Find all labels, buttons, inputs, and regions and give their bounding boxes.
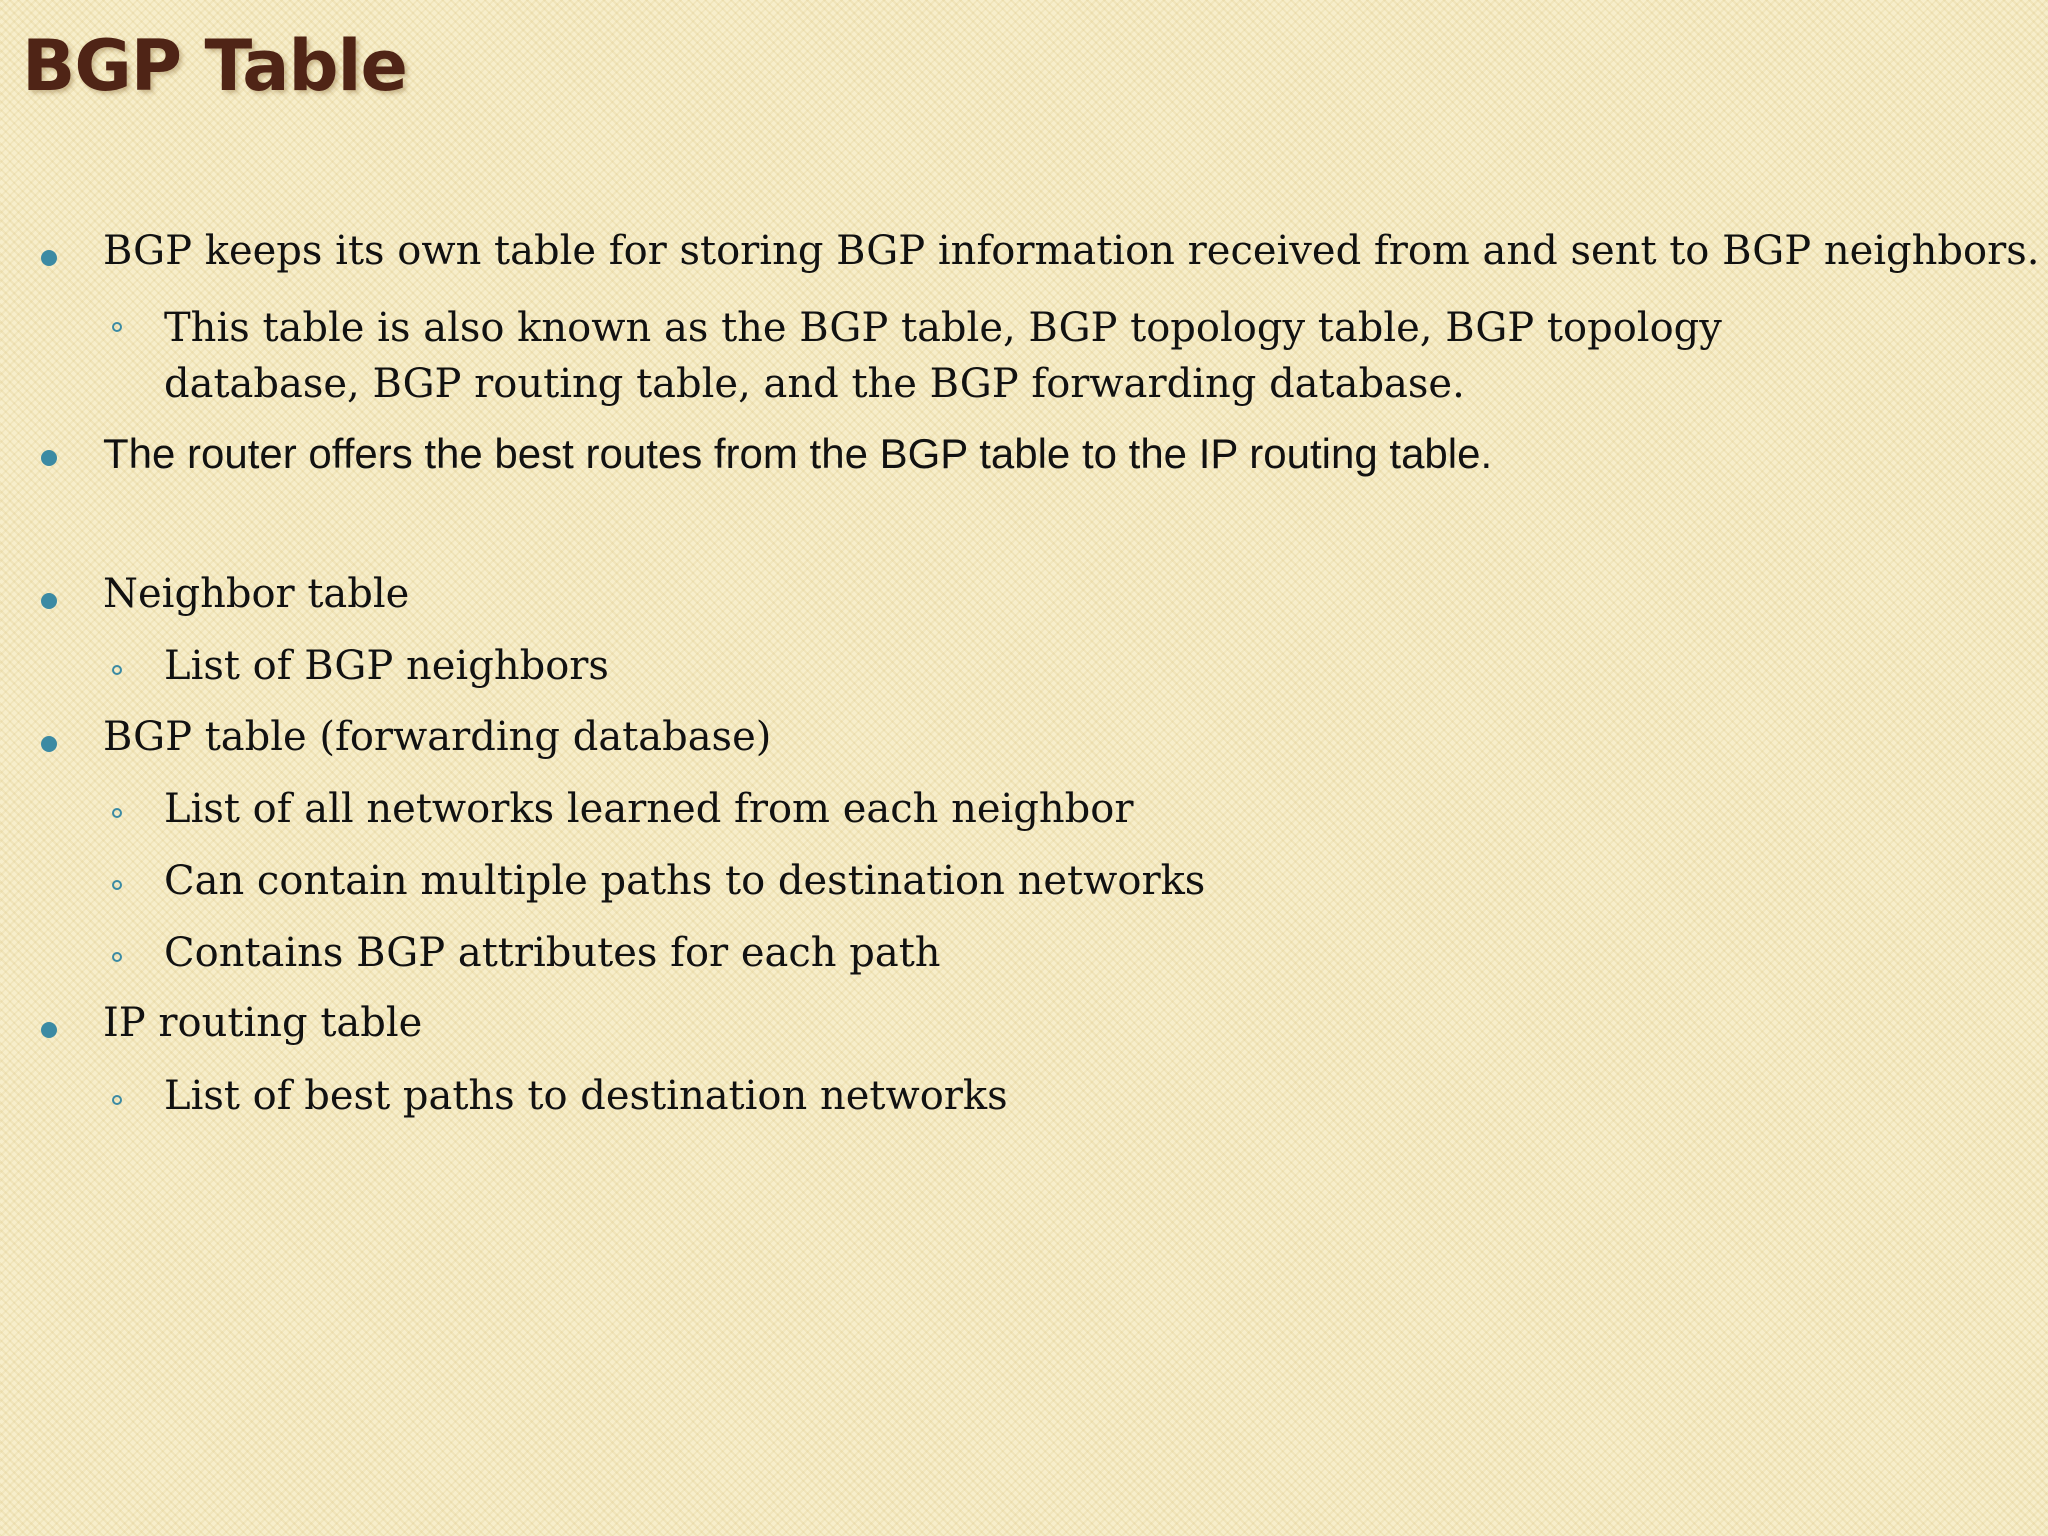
sub-bullet-text: This table is also known as the BGP table, BGP topology table, BGP topology database, BGP routing table, and the BGP forwarding database. — [164, 305, 1722, 407]
sub-bullet-item — [164, 1073, 1008, 1119]
bullet-item — [103, 430, 1492, 478]
sub-bullet-item — [164, 858, 1205, 904]
bullet-dot-icon — [41, 1022, 57, 1038]
sub-bullet-ring-icon — [112, 880, 122, 890]
bullet-dot-icon — [41, 450, 57, 466]
sub-bullet-item — [164, 930, 941, 976]
bullet-dot-icon — [41, 593, 57, 609]
sub-bullet-item — [164, 300, 1924, 412]
sub-bullet-text: List of BGP neighbors — [164, 643, 609, 689]
sub-bullet-ring-icon — [112, 808, 122, 818]
sub-bullet-item — [164, 786, 1134, 832]
bullet-text: BGP table (forwarding database) — [103, 714, 772, 760]
bullet-dot-icon — [41, 736, 57, 752]
bullet-item — [103, 228, 2039, 274]
sub-bullet-ring-icon — [112, 952, 122, 962]
bullet-item — [103, 571, 409, 617]
sub-bullet-text: Can contain multiple paths to destination networks — [164, 858, 1206, 904]
sub-bullet-ring-icon — [112, 665, 122, 675]
slide-title: BGP Table — [22, 25, 408, 107]
bullet-item — [103, 1000, 422, 1046]
bullet-dot-icon — [41, 250, 57, 266]
sub-bullet-ring-icon — [112, 1095, 122, 1105]
sub-bullet-text: List of best paths to destination networks — [164, 1073, 1008, 1119]
bullet-text: The router offers the best routes from the BGP table to the IP routing table. — [103, 430, 1493, 477]
bullet-text: IP routing table — [103, 1000, 423, 1046]
sub-bullet-text: List of all networks learned from each neighbor — [164, 786, 1134, 832]
sub-bullet-text: Contains BGP attributes for each path — [164, 930, 941, 976]
bullet-item — [103, 714, 771, 760]
bullet-text: BGP keeps its own table for storing BGP information received from and sent to BGP neighbors. — [103, 228, 2040, 274]
sub-bullet-item — [164, 643, 609, 689]
sub-bullet-ring-icon — [112, 322, 122, 332]
bullet-text: Neighbor table — [103, 571, 410, 617]
